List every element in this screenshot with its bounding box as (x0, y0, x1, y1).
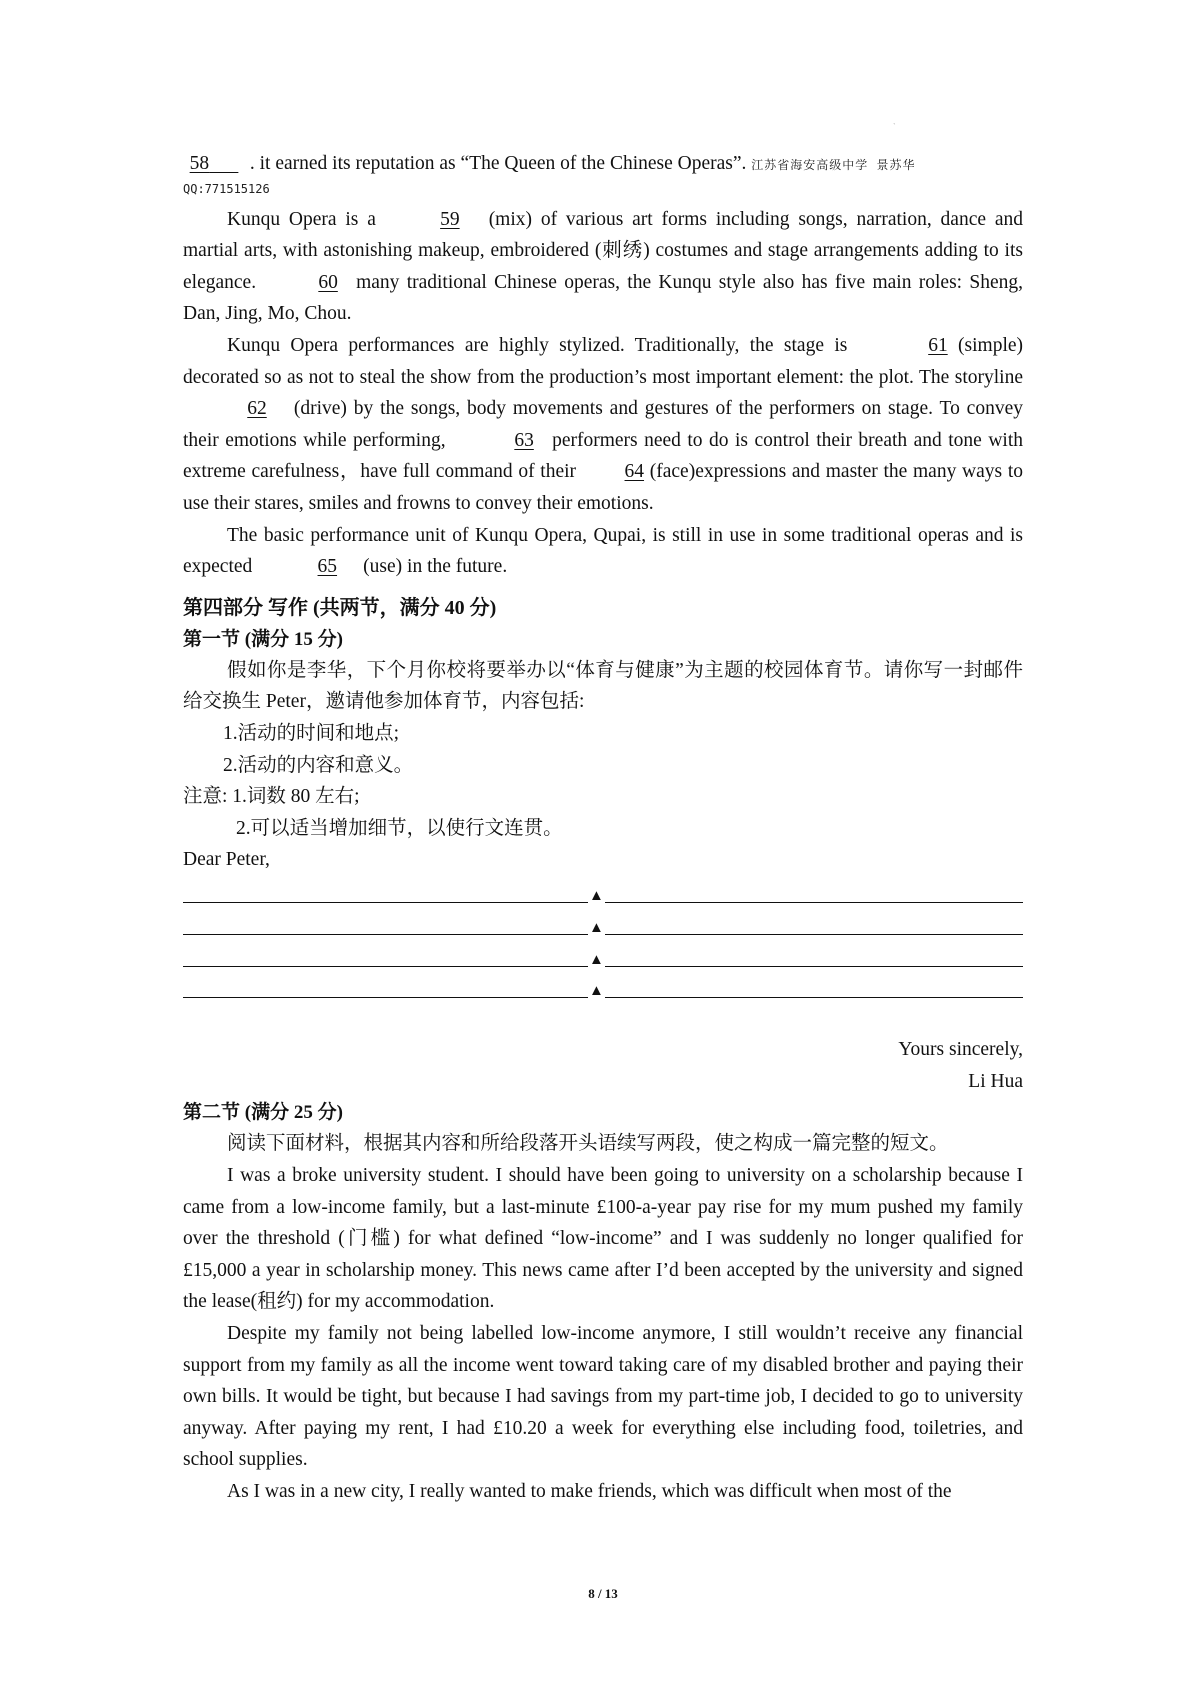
answer-line-3[interactable] (183, 939, 1023, 971)
story-paragraph-3: As I was in a new city, I really wanted to make friends, which was difficult when most of the (227, 1480, 952, 1502)
story-paragraph-1: I was a broke university student. I should have been going to university on a scholarship because I came from a low-income family, but a last-minute £100-a-year pay rise for my mum pushed my family over the threshold (门槛) for what defined “low-income” and I was suddenly no longer qualified for £15,000 a year in scholarship money. This news came after I’d been accepted by the university and signed the lease(租约) for my accommodation. (183, 1165, 1023, 1313)
triangle-marker-icon: ▲ (589, 983, 604, 1000)
blank-59[interactable]: 59 (440, 208, 460, 230)
watermark-qq: QQ:771515126 (183, 181, 270, 196)
note-1: 注意: 1.词数 80 左右; (183, 786, 360, 808)
passage-paragraph-4: The basic performance unit of Kunqu Opera, Qupai, is still in use in some traditional operas and is expected 65 (use) in the future. (183, 520, 1023, 583)
passage-paragraph-1 (183, 148, 1023, 182)
blank-65[interactable]: 65 (317, 556, 338, 578)
closing: Yours sincerely, (898, 1039, 1023, 1061)
passage-paragraph-3: Kunqu Opera performances are highly stylized. Traditionally, the stage is 61 (simple) decorated so as not to steal the show from the production’s most important element: the plot. The storyline 62 (drive) by the songs, body movements and gestures of the performers on stage. To convey their emotions while performing, 63 performers need to do is control their breath and tone with extreme carefulness，have full command of their 64 (face)expressions and master the many ways to use their stares, smiles and frowns to convey their emotions. (183, 330, 1023, 520)
story-paragraph-2: Despite my family not being labelled low-income anymore, I still wouldn’t receive any financial support from my family as all the income went toward taking care of my disabled brother and paying their own bills. It would be tight, but because I had savings from my part-time job, I decided to go to university anyway. After paying my rent, I had £10.20 a week for everything else including food, toiletries, and school supplies. (183, 1323, 1023, 1471)
blank-62[interactable]: 62 (247, 398, 267, 420)
requirement-2: 2.活动的内容和意义。 (223, 754, 414, 776)
stray-mark: ` (893, 122, 896, 131)
triangle-marker-icon: ▲ (589, 920, 604, 937)
section-two-title: 第二节 (满分 25 分) (183, 1102, 343, 1124)
triangle-marker-icon: ▲ (589, 951, 604, 968)
blank-60[interactable]: 60 (318, 271, 338, 293)
passage-paragraph-2: Kunqu Opera is a 59 (mix) of various art forms including songs, narration, dance and martial arts, with astonishing makeup, embroidered (刺绣) costumes and stage arrangements adding to its elegance. 60 many traditional Chinese operas, the Kunqu style also has five main roles: Sheng, Dan, Jing, Mo, Chou. (183, 204, 1023, 330)
part-four-title: 第四部分 写作 (共两节，满分 40 分) (183, 596, 497, 619)
page-number: 8 / 13 (588, 1586, 618, 1601)
blank-63[interactable]: 63 (514, 429, 534, 451)
answer-line-2[interactable] (183, 907, 1023, 939)
blank-58[interactable]: 58 (189, 153, 210, 174)
salutation: Dear Peter, (183, 849, 270, 871)
requirement-1: 1.活动的时间和地点; (223, 722, 400, 744)
answer-line-1[interactable] (183, 876, 1023, 908)
blank-61[interactable]: 61 (928, 334, 948, 356)
passage-text: . it earned its reputation as “The Queen of the Chinese Operas”. (249, 153, 747, 174)
section-two-prompt: 阅读下面材料，根据其内容和所给段落开头语续写两段，使之构成一篇完整的短文。 (227, 1133, 949, 1155)
triangle-marker-icon: ▲ (589, 888, 604, 905)
section-one-title: 第一节 (满分 15 分) (183, 628, 343, 650)
note-2: 2.可以适当增加细节，以使行文连贯。 (236, 817, 563, 839)
section-one-prompt: 假如你是李华，下个月你校将要举办以“体育与健康”为主题的校园体育节。请你写一封邮件给交换生 Peter，邀请他参加体育节，内容包括: (183, 659, 1023, 713)
watermark-school: 江苏省海安高级中学 景苏华 (751, 158, 916, 172)
blank-64[interactable]: 64 (624, 461, 645, 483)
answer-line-4[interactable] (183, 971, 1023, 1003)
signature: Li Hua (968, 1070, 1023, 1092)
page-content (183, 0, 1024, 1601)
